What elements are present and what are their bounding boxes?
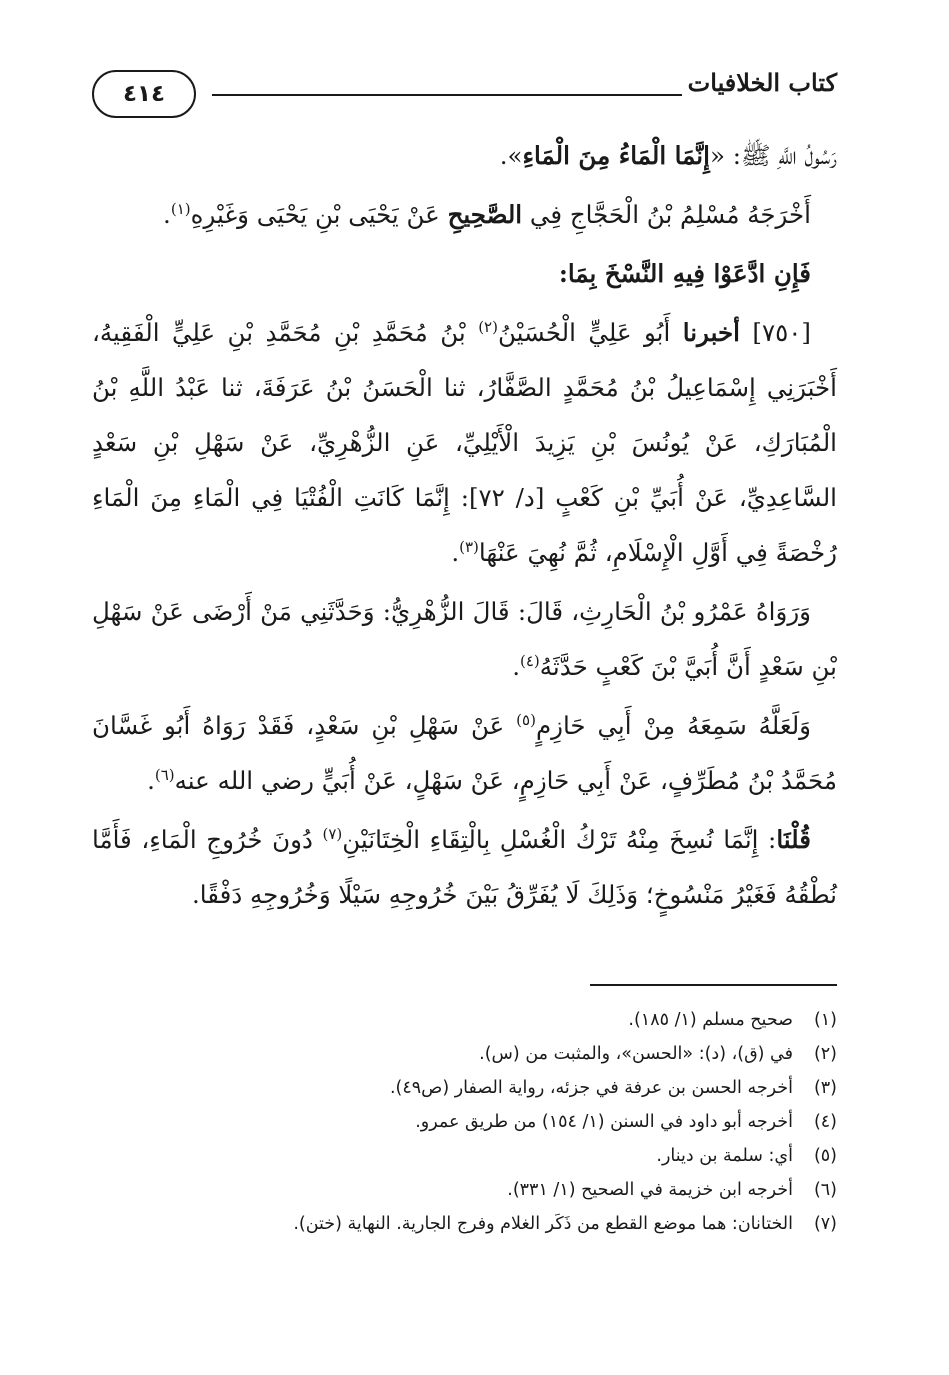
footnote-text: أي: سلمة بن دينار. [656, 1146, 793, 1166]
paragraph-4-hadith-750 [92, 305, 837, 580]
footnote-text: في (ق)، (د): «الحسن»، والمثبت من (س). [479, 1044, 793, 1064]
footnote-6 [92, 1173, 837, 1207]
footnote-number: (٤) [813, 1112, 837, 1132]
p1-end: ». [499, 141, 523, 170]
footnote-2 [92, 1037, 837, 1071]
footnote-ref-7: (٧) [322, 824, 343, 843]
footnote-3 [92, 1071, 837, 1105]
p3-text: فَإِنِ ادَّعَوْا فِيهِ النَّسْخَ بِمَا: [558, 259, 811, 288]
footnote-ref-2: (٢) [478, 317, 498, 336]
footnote-text: الختانان: هما موضع القطع من ذَكَر الغلام وفرج الجارية. النهاية (ختن). [293, 1214, 793, 1234]
footnote-ref-5: (٥) [516, 710, 536, 729]
page-number-badge [92, 70, 196, 118]
p4-s2: بْنُ مُحَمَّدِ بْنِ مُحَمَّدِ بْنِ عَلِيٍّ الْفَقِيهُ، أَخْبَرَنِي إِسْمَاعِيلُ بْنُ مُحَمَّدٍ الصَّفَّارُ، ثنا الْحَسَنُ بْنُ عَرَفَةَ، ثنا عَبْدُ اللَّهِ بْنُ الْمُبَارَكِ، عَنْ يُونُسَ بْنِ يَزِيدَ الْأَيْلِيِّ، عَنِ الزُّهْرِيِّ، عَنْ سَهْلِ بْنِ سَعْدٍ السَّاعِدِيِّ، عَنْ أُبَيِّ بْنِ كَعْبٍ [د/ ٧٢]: إِنَّمَا كَانَتِ الْفُتْيَا فِي الْمَاءِ مِنَ الْمَاءِ رُخْصَةً فِي أَوَّلِ الْإِسْلَامِ، ثُمَّ نُهِيَ عَنْهَا [92, 318, 837, 567]
p7-s2: دُونَ خُرُوجِ الْمَاءِ، فَأَمَّا نُطْقُهُ فَغَيْرُ مَنْسُوخٍ؛ وَذَلِكَ لَا يُفَرِّقُ بَيْنَ خُرُوجِهِ سَيْلًا وَخُرُوجِهِ دَفْقًا. [92, 825, 837, 909]
hadith-number: [٧٥٠] [739, 318, 811, 347]
footnote-separator [590, 984, 837, 986]
paragraph-2 [92, 187, 837, 242]
p6-s2: عَنْ سَهْلِ بْنِ سَعْدٍ، فَقَدْ رَوَاهُ أَبُو غَسَّانَ مُحَمَّدُ بْنُ مُطَرِّفٍ، عَنْ أَبِي حَازِمٍ، عَنْ سَهْلٍ، عَنْ أُبَيٍّ رضي الله عنه [92, 711, 837, 795]
footnote-7 [92, 1207, 837, 1241]
page-number: ٤١٤ [122, 81, 166, 107]
p5-text: وَرَوَاهُ عَمْرُو بْنُ الْحَارِثِ، قَالَ: قَالَ الزُّهْرِيُّ: وَحَدَّثَنِي مَنْ أَرْضَى عَنْ سَهْلِ بْنِ سَعْدٍ أَنَّ أُبَيَّ بْنَ كَعْبٍ حَدَّثَهُ [92, 597, 837, 681]
paragraph-1 [92, 128, 837, 183]
footnote-text: أخرجه الحسن بن عرفة في جزئه، رواية الصفار (ص٤٩). [389, 1078, 793, 1098]
p4-end: . [451, 538, 460, 567]
footnote-number: (٢) [813, 1044, 837, 1064]
paragraph-6 [92, 698, 837, 808]
footnote-number: (٥) [813, 1146, 837, 1166]
footnote-number: (٧) [813, 1214, 837, 1234]
paragraph-5 [92, 584, 837, 694]
p7-s1: : إِنَّمَا نُسِخَ مِنْهُ تَرْكُ الْغُسْلِ بِالْتِقَاءِ الْخِتَانَيْنِ [342, 825, 777, 854]
footnote-text: أخرجه ابن خزيمة في الصحيح (١/ ٣٣١). [507, 1180, 793, 1200]
page-header [92, 62, 837, 122]
footnote-ref-6: (٦) [154, 765, 175, 784]
footnote-ref-4: (٤) [520, 651, 540, 670]
footnote-4 [92, 1105, 837, 1139]
p5-end: . [512, 652, 520, 681]
footnote-ref-3: (٣) [459, 537, 479, 556]
footnote-number: (١) [813, 1010, 837, 1030]
main-text [92, 128, 837, 926]
footnotes [92, 1003, 837, 1241]
akhbarana-keyword: أخبرنا [682, 318, 740, 347]
hadith-quote: إِنَّمَا الْمَاءُ مِنَ الْمَاءِ [522, 141, 710, 170]
sahih-title: الصَّحِيحِ [447, 200, 523, 229]
p1-text: رَسُولُ اللَّهِ ﷺ: « [709, 141, 837, 170]
footnote-text: أخرجه أبو داود في السنن (١/ ١٥٤) من طريق عمرو. [415, 1112, 793, 1132]
footnote-ref-1: (١) [170, 199, 191, 218]
p2-before: أَخْرَجَهُ مُسْلِمُ بْنُ الْحَجَّاجِ فِي [522, 200, 811, 229]
footnote-number: (٦) [813, 1180, 837, 1200]
footnote-5 [92, 1139, 837, 1173]
paragraph-7 [92, 812, 837, 922]
book-title: كتاب الخلافيات [687, 68, 837, 97]
p4-s1: أَبُو عَلِيٍّ الْحُسَيْنُ [497, 318, 683, 347]
header-rule [212, 94, 682, 96]
paragraph-3 [92, 246, 837, 301]
p2-end: . [163, 200, 171, 229]
qulna-keyword: قُلْنَا [776, 825, 811, 854]
footnote-text: صحيح مسلم (١/ ١٨٥). [628, 1010, 793, 1030]
p6-s1: وَلَعَلَّهُ سَمِعَهُ مِنْ أَبِي حَازِمٍ [535, 711, 811, 740]
footnote-1 [92, 1003, 837, 1037]
footnote-number: (٣) [813, 1078, 837, 1098]
p2-after: عَنْ يَحْيَى بْنِ يَحْيَى وَغَيْرِهِ [190, 200, 448, 229]
p6-end: . [147, 766, 155, 795]
